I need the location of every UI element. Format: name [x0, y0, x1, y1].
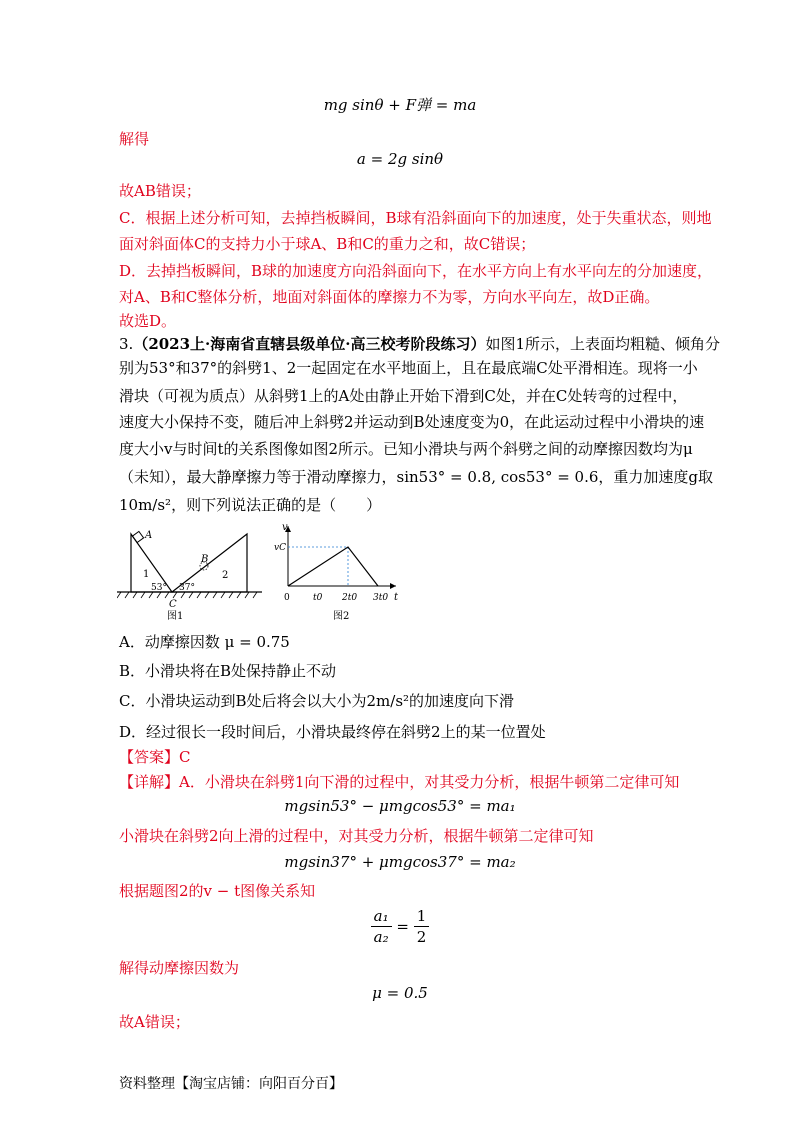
label-b: B [201, 554, 209, 565]
question-source: （2023上·海南省直辖县级单位·高三校考阶段练习） [133, 335, 486, 353]
detail-line2: 小滑块在斜劈2向上滑的过程中，对其受力分析，根据牛顿第二定律可知 [119, 827, 594, 845]
question-number: 3. [119, 335, 134, 353]
figure-2-caption: 图2 [333, 611, 350, 620]
equation-a: a = 2g sinθ [356, 150, 444, 168]
label-angle-53: 53° [151, 583, 167, 593]
text-gu-a: 故A错误； [119, 1013, 190, 1031]
text-c-line1: C．根据上述分析可知，去掉挡板瞬间，B球有沿斜面向下的加速度，处于失重状态，则地 [119, 209, 712, 227]
equation-2: mgsin37° + μmgcos37° = ma₂ [284, 853, 516, 871]
question-3-line3: 滑块（可视为质点）从斜劈1上的A处由静止开始下滑到C处，并在C处转弯的过程中， [119, 387, 688, 405]
text-d-line1: D．去掉挡板瞬间，B球的加速度方向沿斜面向下，在水平方向上有水平向左的分加速度， [119, 262, 713, 280]
question-3-line7: 10m/s²，则下列说法正确的是（ ） [119, 496, 382, 514]
question-3-line2: 别为53°和37°的斜劈1、2一起固定在水平地面上，且在最底端C处平滑相连。现将一小 [119, 359, 698, 377]
label-wedge-1: 1 [143, 569, 150, 580]
label-v: v [282, 522, 288, 533]
figure-2 [270, 520, 400, 620]
detail-line4: 解得动摩擦因数为 [119, 959, 240, 977]
answer: 【答案】C [119, 748, 191, 766]
text-c-line2: 面对斜面体C的支持力小于球A、B和C的重力之和，故C错误； [119, 235, 536, 253]
figure-1 [117, 520, 267, 620]
text-gu-ab: 故AB错误； [119, 182, 201, 200]
fraction-right: $\frac{1}{2}$ [414, 906, 430, 947]
label-c: C [169, 599, 177, 610]
equation-mu: μ = 0.5 [372, 984, 428, 1002]
label-wedge-2: 2 [222, 570, 229, 581]
tick-t0: t0 [313, 593, 323, 603]
option-d: D．经过很长一段时间后，小滑块最终停在斜劈2上的某一位置处 [119, 723, 546, 741]
question-3-line1 [119, 333, 720, 355]
text-guxuan: 故选D。 [119, 312, 177, 330]
footer: 资料整理【淘宝店铺：向阳百分百】 [119, 1076, 343, 1092]
question-3-line5: 度大小v与时间t的关系图像如图2所示。已知小滑块与两个斜劈之间的动摩擦因数均为μ [119, 440, 693, 458]
fraction-equation: $\frac{\text{a₁}}{\text{a₂}}$ = $\frac{1}{2}$ [0, 906, 800, 947]
text-d-line2: 对A、B和C整体分析，地面对斜面体的摩擦力不为零，方向水平向左，故D正确。 [119, 288, 660, 306]
option-b: B．小滑块将在B处保持静止不动 [119, 662, 337, 680]
label-origin: 0 [284, 593, 290, 603]
fraction-left: $\frac{\text{a₁}}{\text{a₂}}$ [371, 906, 392, 947]
figure-1-caption: 图1 [167, 611, 184, 620]
tick-3t0: 3t0 [373, 593, 389, 603]
option-a: A．动摩擦因数 μ = 0.75 [119, 633, 290, 651]
v-t-curve [288, 547, 378, 586]
equation-1: mgsin53° − μmgcos53° = ma₁ [284, 797, 516, 815]
equation-top: mg sinθ + F弹 = ma [323, 96, 477, 114]
text-jiede: 解得 [119, 130, 150, 148]
label-t: t [394, 592, 399, 603]
detail-line3: 根据题图2的v − t图像关系知 [119, 882, 316, 900]
label-a: A [145, 530, 153, 541]
label-angle-37: 37° [179, 583, 195, 593]
detail-line1: 【详解】A．小滑块在斜劈1向下滑的过程中，对其受力分析，根据牛顿第二定律可知 [119, 773, 680, 791]
tick-2t0: 2t0 [342, 593, 358, 603]
label-vc: vC [274, 543, 286, 553]
question-line1-rest: 如图1所示，上表面均粗糙、倾角分 [485, 335, 721, 353]
question-3-line4: 速度大小保持不变，随后冲上斜劈2并运动到B处速度变为0，在此运动过程中小滑块的速 [119, 413, 705, 431]
question-3-line6: （未知），最大静摩擦力等于滑动摩擦力，sin53° = 0.8, cos53° = 0.6，重力加速度g取 [119, 468, 714, 486]
block-a [132, 531, 143, 542]
option-c: C．小滑块运动到B处后将会以大小为2m/s²的加速度向下滑 [119, 692, 515, 710]
